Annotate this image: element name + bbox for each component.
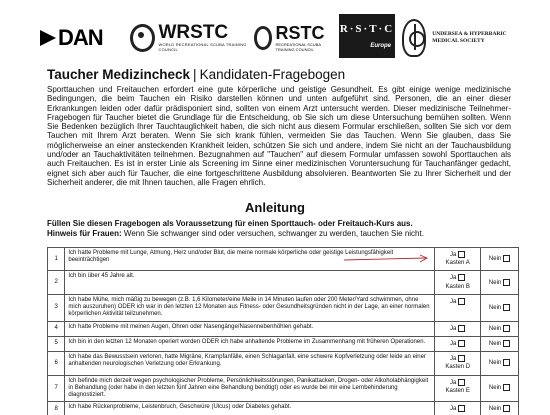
- rstc-logo-subtext: RECREATIONAL SCUBA TRAINING COUNCIL: [275, 41, 321, 52]
- nein-checkbox[interactable]: [503, 384, 510, 391]
- table-row: [48, 375, 519, 402]
- question-number: 4: [48, 321, 65, 336]
- ja-checkbox[interactable]: [458, 355, 465, 362]
- question-text: Ich hatte Probleme mit meinen Augen, Ohren oder Nasengänge/Nasennebenhöhlen gehabt.: [65, 321, 435, 336]
- instructions-line: Füllen Sie diesen Fragebogen als Voraussetzung für einen Sporttauch- oder Freitauch-Kurs aus.: [47, 219, 413, 228]
- ja-cell: [435, 352, 481, 375]
- table-row: [48, 321, 519, 336]
- ja-label: Ja: [450, 299, 457, 306]
- nein-checkbox[interactable]: [503, 255, 510, 262]
- title-main: Taucher Medizincheck: [47, 67, 191, 82]
- question-number: 7: [48, 375, 65, 402]
- nein-label: Nein: [488, 256, 502, 263]
- ja-cell: [435, 336, 481, 351]
- questions-table: [47, 247, 519, 415]
- nein-label: Nein: [488, 325, 502, 332]
- question-number: 6: [48, 352, 65, 375]
- question-number: 1: [48, 248, 65, 271]
- uhms-emblem-icon: [402, 19, 426, 57]
- ja-cell: [435, 321, 481, 336]
- nein-label: Nein: [488, 340, 502, 347]
- ja-label: Ja: [450, 252, 457, 259]
- nein-cell: [481, 248, 519, 271]
- ja-cell: [435, 402, 481, 415]
- logo-band: [34, 14, 534, 62]
- table-row: [48, 402, 519, 415]
- ja-cell: [435, 271, 481, 294]
- nein-cell: [481, 321, 519, 336]
- nein-checkbox[interactable]: [503, 304, 510, 311]
- nein-cell: [481, 375, 519, 402]
- kasten-label: Kasten B: [445, 283, 470, 290]
- ja-cell: [435, 294, 481, 321]
- nein-label: Nein: [488, 406, 502, 413]
- nein-cell: [481, 294, 519, 321]
- ja-cell: [435, 375, 481, 402]
- nein-cell: [481, 352, 519, 375]
- ja-checkbox[interactable]: [458, 274, 465, 281]
- rstc-logo: [254, 14, 334, 62]
- ja-checkbox[interactable]: [458, 405, 465, 412]
- title-separator: |: [193, 67, 197, 82]
- question-text: Ich habe Rückenprobleme, Leistenbruch, Geschwüre (Ulcus) oder Diabetes gehabt.: [65, 402, 435, 415]
- question-number: 3: [48, 294, 65, 321]
- ja-label: Ja: [450, 379, 457, 386]
- table-row: [48, 336, 519, 351]
- nein-cell: [481, 271, 519, 294]
- ja-checkbox[interactable]: [458, 325, 465, 332]
- rstc-europe-logo-text: R·S·T·C: [339, 23, 395, 35]
- table-row: [48, 352, 519, 375]
- ja-checkbox[interactable]: [458, 251, 465, 258]
- table-row: [48, 294, 519, 321]
- nein-label: Nein: [488, 385, 502, 392]
- question-text: Ich habe das Bewusstsein verloren, hatte Migräne, Krampfanfälle, einen Schlaganfall, eine schwere Kopfverletzung oder leide an einer anhaltenden neurologischen Verletzung oder Erkrankung.: [65, 352, 435, 375]
- nein-checkbox[interactable]: [503, 405, 510, 412]
- ja-checkbox[interactable]: [458, 340, 465, 347]
- table-row: [48, 248, 519, 271]
- question-number: 8: [48, 402, 65, 415]
- question-number: 5: [48, 336, 65, 351]
- wrstc-logo-text: WRSTC: [158, 22, 229, 43]
- ja-checkbox[interactable]: [458, 298, 465, 305]
- question-number: 2: [48, 271, 65, 294]
- nein-cell: [481, 402, 519, 415]
- nein-label: Nein: [488, 279, 502, 286]
- table-row: [48, 271, 519, 294]
- ja-checkbox[interactable]: [458, 379, 465, 386]
- ja-label: Ja: [450, 406, 457, 413]
- intro-paragraph: Sporttauchen und Freitauchen erfordert eine gute körperliche und geistige Gesundheit. Es gibt einige wenige medizinische Bedingungen, die beim Tauchen ein Risiko darstellen können und unten aufgeführt sind. Personen, die an einer dieser Erkrankungen leiden oder dafür prädisponiert sind, sollten von einem Arzt untersucht werden. Dieser medizinische Teilnehmer-Fragebogen für Taucher bietet die Grundlage für die Entscheidung, ob Sie sich um diese Untersuchung bemühen sollten. Wenn Sie Bedenken bezüglich Ihrer Tauchtauglichkeit haben, die sich nicht aus diesem Formular erschließen, sollten Sie sich vor dem Tauchen mit Ihrem Arzt beraten. Wenn Sie sich krank fühlen, vermeiden Sie das Tauchen. Wenn Sie glauben, dass Sie möglicherweise an einer ansteckenden Krankheit leiden, schützen Sie sich und andere, indem Sie nicht an der Tauchausbildung und/oder an Tauchaktivitäten teilnehmen. Bezugnahmen auf "Tauchen" auf diesem Formular umfassen sowohl Sporttauchen als auch Freitauchen. Es ist in erster Linie als Screening im Sinne einer medizinischen Voruntersuchung für Tauchanfänger gedacht, eignet sich aber auch für Taucher, die eine fortgeschrittene Ausbildung absolvieren. Beantworten Sie zu Ihrer Sicherheit und der Sicherheit anderer, die mit Ihnen tauchen, alle Fragen ehrlich.: [47, 85, 511, 187]
- nein-label: Nein: [488, 360, 502, 367]
- question-text: Ich bin über 45 Jahre alt.: [65, 271, 435, 294]
- nein-checkbox[interactable]: [503, 359, 510, 366]
- wrstc-logo-subtext: WORLD RECREATIONAL SCUBA TRAINING COUNCIL: [158, 42, 247, 52]
- rstc-europe-logo-subtext: Europe: [370, 43, 391, 49]
- question-text: Ich befinde mich derzeit wegen psychologischer Probleme, Persönlichkeitsstörungen, Panikattacken, Drogen- oder Alkoholabhängigkeit in Behandlung (oder habe in den letzten fünf Jahren eine Behandlung benötigt) oder es wurde bei mir eine Lernbehinderung diagnostiziert.: [65, 375, 435, 402]
- rstc-ring-icon: [254, 26, 272, 50]
- hint-text: Wenn Sie schwanger sind oder versuchen, schwanger zu werden, tauchen Sie nicht.: [123, 229, 424, 238]
- uhms-logo: [402, 14, 532, 62]
- wrstc-logo: [130, 14, 250, 62]
- wrstc-globe-icon: [130, 24, 155, 52]
- hint-label: Hinweis für Frauen:: [47, 229, 122, 238]
- nein-checkbox[interactable]: [503, 279, 510, 286]
- title-subtitle: Kandidaten-Fragebogen: [199, 67, 346, 82]
- ja-label: Ja: [450, 356, 457, 363]
- dan-logo-text: DAN: [58, 25, 103, 50]
- kasten-label: Kasten D: [445, 364, 471, 371]
- question-text: Ich bin in den letzten 12 Monaten operiert worden ODER ich habe anhaltende Probleme im Zusammenhang mit früheren Operationen.: [65, 336, 435, 351]
- uhms-logo-text: UNDERSEA & HYPERBARIC MEDICAL SOCIETY: [432, 31, 507, 44]
- kasten-label: Kasten E: [445, 387, 470, 394]
- ja-label: Ja: [450, 275, 457, 282]
- kasten-label: Kasten A: [445, 260, 470, 267]
- page-title: [47, 67, 345, 82]
- question-text: Ich hatte Probleme mit Lunge, Atmung, Herz und/oder Blut, die meine normale körperliche oder geistige Leistungsfähigkeit beeinträchtigen: [65, 248, 435, 271]
- dan-wedge-icon: [40, 30, 56, 46]
- nein-cell: [481, 336, 519, 351]
- nein-checkbox[interactable]: [503, 325, 510, 332]
- nein-label: Nein: [488, 304, 502, 311]
- ja-label: Ja: [450, 325, 457, 332]
- instructions-block: [47, 219, 517, 239]
- ja-label: Ja: [450, 340, 457, 347]
- question-text: Ich habe Mühe, mich mäßig zu bewegen (z.B. 1,6 Kilometer/eine Meile in 14 Minuten laufen oder 200 Meter/Yard schwimmen, ohne mich auszuruhen) ODER ich war in den letzten 12 Monaten aus Fitness- oder Gesundheitsgründen nicht in der Lage, an einer normalen körperlichen Aktivität teilzunehmen.: [65, 294, 435, 321]
- rstc-logo-text: RSTC: [275, 22, 325, 43]
- dan-logo: [40, 14, 112, 62]
- rstc-europe-logo: [339, 14, 395, 58]
- section-heading: Anleitung: [245, 200, 305, 215]
- nein-checkbox[interactable]: [503, 340, 510, 347]
- ja-cell: [435, 248, 481, 271]
